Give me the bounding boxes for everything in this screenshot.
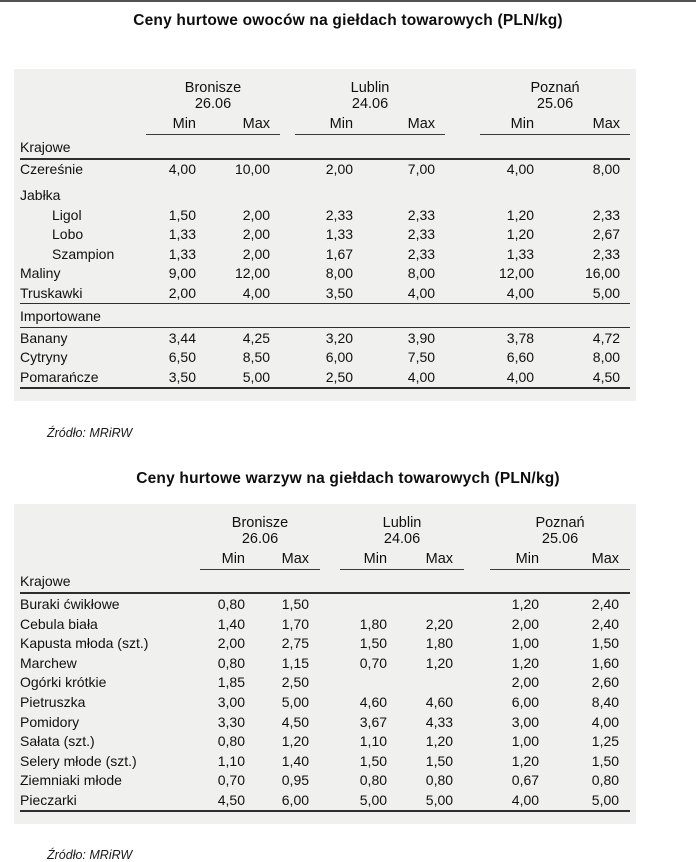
price-cell: 4,00 — [407, 285, 436, 302]
price-cell: 1,20 — [506, 206, 535, 223]
product-label: Sałata (szt.) — [20, 733, 95, 750]
product-label: Ligol — [52, 206, 82, 223]
section-row-importowane — [20, 303, 630, 327]
product-label: Czereśnie — [20, 161, 84, 178]
price-cell: 5,00 — [281, 693, 310, 710]
price-cell: 1,80 — [425, 635, 454, 652]
price-cell: 0,80 — [217, 733, 245, 750]
price-cell: 1,50 — [591, 635, 620, 652]
price-cell: 4,33 — [425, 713, 454, 730]
row-cytryny — [20, 347, 630, 367]
price-cell: 4,00 — [506, 161, 535, 178]
market-date-lublin: 24.06 — [351, 96, 389, 112]
price-cell: 4,50 — [217, 791, 245, 808]
price-cell: 4,00 — [591, 713, 620, 730]
price-cell: 4,60 — [359, 693, 388, 710]
price-cell: 4,50 — [592, 368, 621, 385]
price-cell: 2,50 — [325, 368, 354, 385]
fruit-source-note: Źródło: MRiRW — [47, 425, 133, 440]
price-cell: 1,10 — [217, 752, 245, 769]
row-kapusta-mloda — [20, 633, 630, 653]
row-pieczarki — [20, 790, 630, 811]
price-cell: 5,00 — [592, 285, 621, 302]
max-header: Max — [363, 113, 445, 135]
row-buraki-cwiklowe — [20, 593, 630, 614]
fruit-table-title: Ceny hurtowe owoców na giełdach towarowych (PLN/kg) — [133, 12, 563, 29]
price-cell: 4,00 — [506, 285, 535, 302]
market-name-poznan: Poznań — [530, 80, 580, 96]
product-label: Cytryny — [20, 349, 68, 366]
vegetable-table-title: Ceny hurtowe warzyw na giełdach towarowych (PLN/kg) — [136, 469, 560, 487]
row-truskawki — [20, 283, 630, 303]
price-cell: 4,00 — [242, 285, 271, 302]
market-date-poznan: 25.06 — [541, 530, 579, 547]
price-cell: 16,00 — [584, 265, 621, 282]
price-cell: 6,50 — [168, 349, 196, 366]
row-pomidory — [20, 712, 630, 732]
price-cell: 1,00 — [511, 733, 540, 750]
product-label: Truskawki — [20, 285, 83, 302]
price-cell: 5,00 — [359, 791, 388, 808]
price-cell: 4,50 — [281, 713, 310, 730]
price-cell: 1,67 — [325, 245, 354, 262]
price-cell: 4,00 — [168, 161, 196, 178]
price-cell: 5,00 — [242, 368, 271, 385]
min-header: Min — [200, 548, 256, 570]
price-cell: 3,50 — [325, 285, 354, 302]
price-cell: 2,00 — [217, 635, 245, 652]
price-cell: 1,70 — [281, 615, 310, 632]
row-marchew — [20, 653, 630, 673]
row-pomarancze — [20, 367, 630, 388]
page-top-edge-artifact — [0, 0, 696, 2]
price-cell: 3,00 — [511, 713, 540, 730]
price-cell: 1,50 — [425, 752, 454, 769]
price-cell: 2,40 — [591, 615, 620, 632]
price-cell: 1,50 — [281, 595, 310, 612]
price-cell: 2,33 — [407, 245, 436, 262]
price-cell: 2,00 — [242, 245, 271, 262]
section-label: Krajowe — [20, 573, 71, 590]
price-cell: 1,50 — [359, 635, 388, 652]
price-cell: 0,80 — [425, 772, 454, 789]
price-cell: 4,72 — [592, 329, 621, 346]
price-cell: 4,25 — [242, 329, 271, 346]
price-cell: 10,00 — [234, 161, 271, 178]
row-selery-mlode — [20, 751, 630, 771]
product-label: Selery młode (szt.) — [20, 752, 137, 769]
price-cell: 1,33 — [325, 226, 354, 243]
price-cell: 5,00 — [591, 791, 620, 808]
price-cell: 1,20 — [506, 226, 535, 243]
min-header: Min — [490, 548, 550, 570]
price-cell: 2,20 — [425, 615, 454, 632]
price-cell: 1,85 — [217, 674, 245, 691]
price-cell — [398, 593, 464, 614]
product-label: Marchew — [20, 654, 77, 671]
market-date-row — [20, 96, 630, 113]
price-cell: 3,50 — [168, 368, 196, 385]
price-cell: 1,20 — [425, 733, 454, 750]
price-cell: 8,50 — [242, 349, 271, 366]
price-cell: 0,80 — [591, 772, 620, 789]
price-cell: 6,00 — [281, 791, 310, 808]
product-label: Pieczarki — [20, 791, 77, 808]
price-cell: 4,00 — [511, 791, 540, 808]
max-header: Max — [256, 548, 320, 570]
price-cell: 2,33 — [407, 226, 436, 243]
product-label: Ziemniaki młode — [20, 772, 122, 789]
price-cell: 2,75 — [281, 635, 310, 652]
price-cell: 2,33 — [592, 206, 621, 223]
price-cell: 0,70 — [217, 772, 245, 789]
price-cell — [398, 673, 464, 693]
product-label: Ogórki krótkie — [20, 674, 107, 691]
price-cell: 2,50 — [281, 674, 310, 691]
price-cell: 2,60 — [591, 674, 620, 691]
section-label: Importowane — [20, 307, 101, 324]
price-cell: 1,25 — [591, 733, 620, 750]
market-name-poznan: Poznań — [535, 514, 585, 531]
price-cell: 0,95 — [281, 772, 310, 789]
price-cell: 6,60 — [506, 349, 535, 366]
price-cell: 8,40 — [591, 693, 620, 710]
price-cell: 1,20 — [425, 654, 454, 671]
row-czeresnie — [20, 159, 630, 180]
price-cell: 1,60 — [591, 654, 620, 671]
price-cell: 9,00 — [168, 265, 196, 282]
price-cell: 1,50 — [359, 752, 388, 769]
product-label: Buraki ćwikłowe — [20, 595, 120, 612]
min-header: Min — [340, 548, 398, 570]
max-header: Max — [206, 113, 280, 135]
row-banany — [20, 327, 630, 347]
price-cell: 2,33 — [407, 206, 436, 223]
max-header: Max — [550, 548, 630, 570]
product-label: Pomarańcze — [20, 368, 99, 385]
row-ligol — [20, 205, 630, 225]
price-cell: 12,00 — [498, 265, 535, 282]
price-cell: 7,00 — [407, 161, 436, 178]
price-cell: 0,80 — [217, 654, 245, 671]
price-cell: 3,30 — [217, 713, 245, 730]
market-name-row — [20, 78, 630, 96]
section-row-krajowe — [20, 135, 630, 159]
row-jablka — [20, 179, 630, 205]
price-cell: 2,00 — [168, 285, 196, 302]
price-cell: 3,90 — [407, 329, 436, 346]
price-cell: 3,44 — [168, 329, 196, 346]
price-cell: 2,67 — [592, 226, 621, 243]
price-cell: 3,20 — [325, 329, 354, 346]
price-cell: 8,00 — [592, 161, 621, 178]
row-ziemniaki-mlode — [20, 770, 630, 790]
price-cell: 2,00 — [242, 226, 271, 243]
price-cell: 8,00 — [592, 349, 621, 366]
price-cell: 6,00 — [511, 693, 540, 710]
market-date-bronisze: 26.06 — [194, 96, 232, 112]
product-label: Pomidory — [20, 713, 80, 730]
min-max-header-row — [20, 113, 630, 135]
row-salata — [20, 731, 630, 751]
max-header: Max — [544, 113, 630, 135]
price-cell: 0,67 — [511, 772, 540, 789]
price-cell: 3,67 — [359, 713, 388, 730]
price-cell: 1,10 — [359, 733, 388, 750]
price-cell: 1,50 — [168, 206, 196, 223]
price-cell: 3,78 — [506, 329, 535, 346]
price-cell: 1,33 — [506, 245, 535, 262]
price-cell: 7,50 — [407, 349, 436, 366]
product-label: Pietruszka — [20, 693, 86, 710]
price-cell: 1,20 — [511, 595, 540, 612]
price-cell: 1,40 — [281, 752, 310, 769]
min-header: Min — [295, 113, 363, 135]
price-cell: 2,00 — [325, 161, 354, 178]
vegetable-price-table — [14, 504, 636, 824]
price-cell: 5,00 — [425, 791, 454, 808]
market-date-bronisze: 26.06 — [241, 530, 279, 547]
price-cell: 12,00 — [234, 265, 271, 282]
price-cell: 2,40 — [591, 595, 620, 612]
market-date-lublin: 24.06 — [383, 530, 421, 547]
price-cell: 0,80 — [359, 772, 388, 789]
row-ogorki-krotkie — [20, 673, 630, 693]
row-lobo — [20, 224, 630, 244]
row-maliny — [20, 264, 630, 284]
price-cell: 2,00 — [242, 206, 271, 223]
product-label: Szampion — [52, 245, 115, 262]
market-date-row — [20, 531, 630, 548]
price-cell — [340, 673, 398, 693]
price-cell: 1,20 — [511, 752, 540, 769]
price-cell: 1,33 — [168, 226, 196, 243]
product-label: Banany — [20, 329, 68, 346]
min-header: Min — [480, 113, 544, 135]
row-szampion — [20, 244, 630, 264]
row-pietruszka — [20, 692, 630, 712]
price-cell: 2,33 — [325, 206, 354, 223]
product-label: Kapusta młoda (szt.) — [20, 635, 149, 652]
price-cell: 1,20 — [511, 654, 540, 671]
row-cebula-biala — [20, 614, 630, 634]
market-name-lublin: Lublin — [382, 514, 422, 531]
price-cell: 8,00 — [407, 265, 436, 282]
price-cell: 0,70 — [359, 654, 388, 671]
product-label: Cebula biała — [20, 615, 98, 632]
price-cell: 1,50 — [591, 752, 620, 769]
price-cell: 1,40 — [217, 615, 245, 632]
price-cell: 0,80 — [217, 595, 245, 612]
price-cell: 6,00 — [325, 349, 354, 366]
price-cell: 2,33 — [592, 245, 621, 262]
min-max-header-row — [20, 548, 630, 570]
max-header: Max — [398, 548, 464, 570]
product-label: Lobo — [52, 226, 84, 243]
price-cell: 4,60 — [425, 693, 454, 710]
market-name-row — [20, 513, 630, 531]
market-name-bronisze: Bronisze — [231, 514, 289, 531]
fruit-price-table — [14, 69, 636, 401]
vegetable-source-note: Źródło: MRiRW — [47, 847, 133, 862]
price-cell: 1,20 — [281, 733, 310, 750]
price-cell: 1,80 — [359, 615, 388, 632]
price-cell: 1,00 — [511, 635, 540, 652]
section-row-krajowe — [20, 569, 630, 593]
product-group-label: Jabłka — [20, 187, 61, 204]
price-cell: 3,00 — [217, 693, 245, 710]
price-cell: 1,33 — [168, 245, 196, 262]
market-name-lublin: Lublin — [350, 80, 390, 96]
price-cell: 4,00 — [506, 368, 535, 385]
price-cell: 2,00 — [511, 615, 540, 632]
price-cell: 4,00 — [407, 368, 436, 385]
price-cell: 2,00 — [511, 674, 540, 691]
market-name-bronisze: Bronisze — [184, 80, 242, 96]
product-label: Maliny — [20, 265, 61, 282]
price-cell: 1,15 — [281, 654, 310, 671]
min-header: Min — [146, 113, 206, 135]
price-cell — [340, 593, 398, 614]
market-date-poznan: 25.06 — [536, 96, 574, 112]
price-cell: 8,00 — [325, 265, 354, 282]
section-label: Krajowe — [20, 138, 71, 155]
